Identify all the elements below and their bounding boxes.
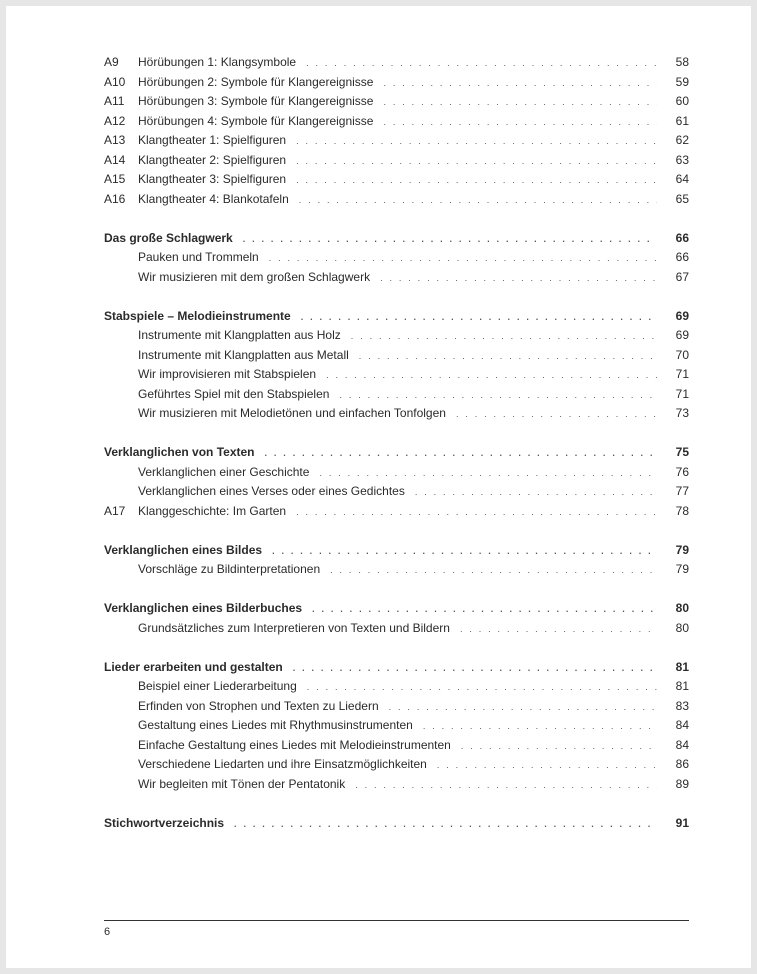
toc-entry-leader [138, 482, 657, 502]
toc-entry-page-number: 69 [675, 308, 689, 323]
section-gap [104, 424, 689, 444]
toc-entry [104, 482, 689, 502]
dot-leader [306, 54, 657, 74]
toc-section-heading [104, 658, 689, 678]
section-gap [104, 521, 689, 541]
toc-entry-title: Wir begleiten mit Tönen der Pentatonik [138, 775, 355, 795]
toc-section-heading [104, 814, 689, 834]
toc-entry-leader [138, 73, 657, 93]
toc-entry-title: Gestaltung eines Liedes mit Rhythmusinstrumenten [138, 716, 423, 736]
toc-entry-leader [138, 53, 657, 73]
toc-entry-title: Verschiedene Liedarten und ihre Einsatzmöglichkeiten [138, 755, 437, 775]
toc-entry-title: Pauken und Trommeln [138, 248, 269, 268]
toc-entry-page-number: 67 [675, 269, 689, 284]
toc-entry-leader [138, 131, 657, 151]
toc-entry-title: Klangtheater 1: Spielfiguren [138, 131, 296, 151]
dot-leader [296, 171, 657, 191]
toc-entry-page-number: 81 [675, 679, 689, 693]
toc-entry-page-number: 79 [675, 542, 689, 557]
dot-leader [272, 542, 657, 562]
dot-leader [326, 366, 657, 386]
toc-entry-title: Klangtheater 4: Blankotafeln [138, 190, 299, 210]
dot-leader [312, 600, 657, 620]
toc-entry-page-number: 80 [675, 620, 689, 635]
toc-entry-title: Hörübungen 4: Symbole für Klangereignisse [138, 112, 383, 132]
toc-entry [104, 404, 689, 424]
toc-entry-page-number: 84 [675, 737, 689, 752]
toc-entry [104, 365, 689, 385]
dot-leader [307, 678, 657, 698]
dot-leader [330, 561, 657, 581]
toc-entry-title: Geführtes Spiel mit den Stabspielen [138, 385, 339, 405]
section-gap [104, 794, 689, 814]
dot-leader [456, 405, 657, 425]
toc-entry-title: Beispiel einer Liederarbeitung [138, 677, 307, 697]
toc-entry-page-number: 71 [675, 386, 689, 401]
toc-entry-leader [138, 112, 657, 132]
toc-entry-leader [138, 268, 657, 288]
toc-entry [104, 502, 689, 522]
dot-leader [296, 132, 657, 152]
toc-entry-leader [138, 736, 657, 756]
toc-entry [104, 53, 689, 73]
toc-entry-title: Hörübungen 3: Symbole für Klangereignisse [138, 92, 383, 112]
toc-section-heading [104, 443, 689, 463]
toc-entry [104, 385, 689, 405]
toc-entry-title: Verklanglichen eines Bilderbuches [104, 599, 312, 619]
toc-entry-leader [138, 248, 657, 268]
toc-entry-leader [104, 658, 657, 678]
toc-entry [104, 268, 689, 288]
toc-entry [104, 190, 689, 210]
toc-entry-page-number: 73 [675, 406, 689, 420]
toc-entry-leader [104, 307, 657, 327]
toc-entry-title: Hörübungen 2: Symbole für Klangereignisse [138, 73, 383, 93]
dot-leader [351, 327, 657, 347]
toc-entry [104, 755, 689, 775]
toc-entry-page-number: 89 [675, 776, 689, 791]
toc-entry-prefix: A12 [104, 113, 126, 128]
toc-entry-leader [138, 677, 657, 697]
toc-entry-title: Grundsätzliches zum Interpretieren von Texten und Bildern [138, 619, 460, 639]
toc-entry-leader [138, 502, 657, 522]
toc-entry-title: Einfache Gestaltung eines Liedes mit Melodieinstrumenten [138, 736, 461, 756]
toc-entry-prefix: A13 [104, 133, 126, 147]
toc-entry-leader [138, 326, 657, 346]
toc-entry-page-number: 75 [675, 445, 689, 459]
toc-entry-page-number: 80 [675, 601, 689, 615]
toc-entry [104, 346, 689, 366]
toc-entry-leader [138, 170, 657, 190]
toc-entry-leader [138, 385, 657, 405]
dot-leader [437, 756, 657, 776]
toc-entry-page-number: 61 [675, 113, 689, 128]
toc-entry [104, 151, 689, 171]
toc-entry-leader [138, 365, 657, 385]
toc-entry-leader [138, 619, 657, 639]
section-gap [104, 287, 689, 307]
toc-entry [104, 131, 689, 151]
dot-leader [301, 308, 657, 328]
toc-entry-prefix: A16 [104, 191, 126, 206]
toc-entry-leader [138, 560, 657, 580]
dot-leader [296, 152, 657, 172]
toc-entry-page-number: 66 [675, 230, 689, 245]
toc-entry-prefix: A15 [104, 172, 126, 186]
toc-entry-page-number: 91 [675, 815, 689, 830]
toc-entry-prefix: A11 [104, 94, 125, 108]
toc-entry-page-number: 60 [675, 94, 689, 108]
table-of-contents [104, 53, 689, 833]
dot-leader [383, 74, 657, 94]
toc-entry-leader [104, 443, 657, 463]
toc-entry-leader [104, 599, 657, 619]
toc-entry-leader [138, 92, 657, 112]
toc-entry [104, 697, 689, 717]
toc-entry-page-number: 65 [675, 191, 689, 206]
toc-entry [104, 716, 689, 736]
toc-entry-title: Wir musizieren mit dem großen Schlagwerk [138, 268, 380, 288]
toc-entry-leader [138, 755, 657, 775]
toc-entry-prefix: A17 [104, 503, 126, 518]
toc-entry [104, 73, 689, 93]
toc-entry [104, 560, 689, 580]
toc-entry [104, 463, 689, 483]
dot-leader [296, 503, 657, 523]
toc-entry [104, 326, 689, 346]
dot-leader [389, 698, 657, 718]
toc-entry-title: Hörübungen 1: Klangsymbole [138, 53, 306, 73]
toc-entry-page-number: 59 [675, 74, 689, 89]
toc-entry-page-number: 81 [675, 659, 689, 674]
toc-entry-prefix: A14 [104, 152, 126, 167]
toc-entry-page-number: 70 [675, 347, 689, 362]
toc-entry-title: Erfinden von Strophen und Texten zu Liedern [138, 697, 389, 717]
toc-section-heading [104, 541, 689, 561]
toc-entry-leader [138, 716, 657, 736]
toc-entry-title: Das große Schlagwerk [104, 229, 243, 249]
toc-entry-page-number: 69 [675, 328, 689, 342]
toc-entry-leader [138, 697, 657, 717]
toc-entry-title: Verklanglichen eines Verses oder eines Gedichtes [138, 482, 415, 502]
toc-entry-page-number: 78 [675, 503, 689, 518]
dot-leader [423, 717, 657, 737]
footer-page-number: 6 [104, 926, 111, 938]
toc-entry-title: Verklanglichen von Texten [104, 443, 265, 463]
toc-entry-title: Verklanglichen einer Geschichte [138, 463, 319, 483]
document-page [6, 6, 751, 968]
dot-leader [299, 191, 657, 211]
dot-leader [269, 249, 657, 269]
dot-leader [234, 815, 657, 835]
toc-entry-leader [138, 190, 657, 210]
section-gap [104, 638, 689, 658]
dot-leader [359, 347, 657, 367]
section-gap [104, 580, 689, 600]
dot-leader [415, 483, 657, 503]
toc-entry [104, 677, 689, 697]
toc-entry-page-number: 64 [675, 172, 689, 186]
toc-entry-title: Instrumente mit Klangplatten aus Holz [138, 326, 351, 346]
toc-entry-page-number: 79 [675, 562, 689, 576]
toc-entry-title: Klanggeschichte: Im Garten [138, 502, 296, 522]
toc-entry-page-number: 66 [675, 250, 689, 264]
toc-section-heading [104, 307, 689, 327]
toc-entry-leader [104, 541, 657, 561]
toc-entry-page-number: 58 [675, 55, 689, 69]
toc-entry-page-number: 63 [675, 152, 689, 167]
toc-entry [104, 170, 689, 190]
toc-entry-page-number: 83 [675, 698, 689, 713]
toc-entry-title: Stabspiele – Melodieinstrumente [104, 307, 301, 327]
toc-entry-leader [104, 229, 657, 249]
toc-entry-page-number: 62 [675, 133, 689, 147]
dot-leader [383, 113, 657, 133]
toc-entry-leader [138, 404, 657, 424]
dot-leader [243, 230, 657, 250]
toc-entry-title: Instrumente mit Klangplatten aus Metall [138, 346, 359, 366]
toc-entry-page-number: 77 [675, 484, 689, 498]
footer-divider [104, 920, 689, 921]
dot-leader [293, 659, 657, 679]
toc-entry-leader [138, 151, 657, 171]
toc-entry-page-number: 71 [675, 367, 689, 381]
toc-entry-page-number: 86 [675, 757, 689, 771]
toc-entry [104, 92, 689, 112]
toc-entry-leader [104, 814, 657, 834]
dot-leader [461, 737, 657, 757]
toc-entry [104, 736, 689, 756]
dot-leader [383, 93, 657, 113]
toc-entry-title: Wir musizieren mit Melodietönen und einfachen Tonfolgen [138, 404, 456, 424]
dot-leader [355, 776, 657, 796]
toc-entry-prefix: A9 [104, 55, 119, 69]
toc-entry-leader [138, 775, 657, 795]
toc-entry [104, 248, 689, 268]
toc-entry-title: Klangtheater 2: Spielfiguren [138, 151, 296, 171]
dot-leader [339, 386, 657, 406]
toc-entry-leader [138, 463, 657, 483]
toc-entry-leader [138, 346, 657, 366]
toc-entry-title: Wir improvisieren mit Stabspielen [138, 365, 326, 385]
toc-entry-prefix: A10 [104, 74, 126, 89]
dot-leader [319, 464, 657, 484]
toc-entry-page-number: 76 [675, 464, 689, 479]
dot-leader [380, 269, 657, 289]
toc-entry-title: Vorschläge zu Bildinterpretationen [138, 560, 330, 580]
toc-entry [104, 775, 689, 795]
toc-entry-title: Klangtheater 3: Spielfiguren [138, 170, 296, 190]
section-gap [104, 209, 689, 229]
dot-leader [265, 444, 658, 464]
toc-entry-title: Verklanglichen eines Bildes [104, 541, 272, 561]
toc-section-heading [104, 229, 689, 249]
toc-section-heading [104, 599, 689, 619]
toc-entry-title: Lieder erarbeiten und gestalten [104, 658, 293, 678]
toc-entry-title: Stichwortverzeichnis [104, 814, 234, 834]
dot-leader [460, 620, 657, 640]
toc-entry-page-number: 84 [675, 718, 689, 732]
toc-entry [104, 112, 689, 132]
toc-entry [104, 619, 689, 639]
